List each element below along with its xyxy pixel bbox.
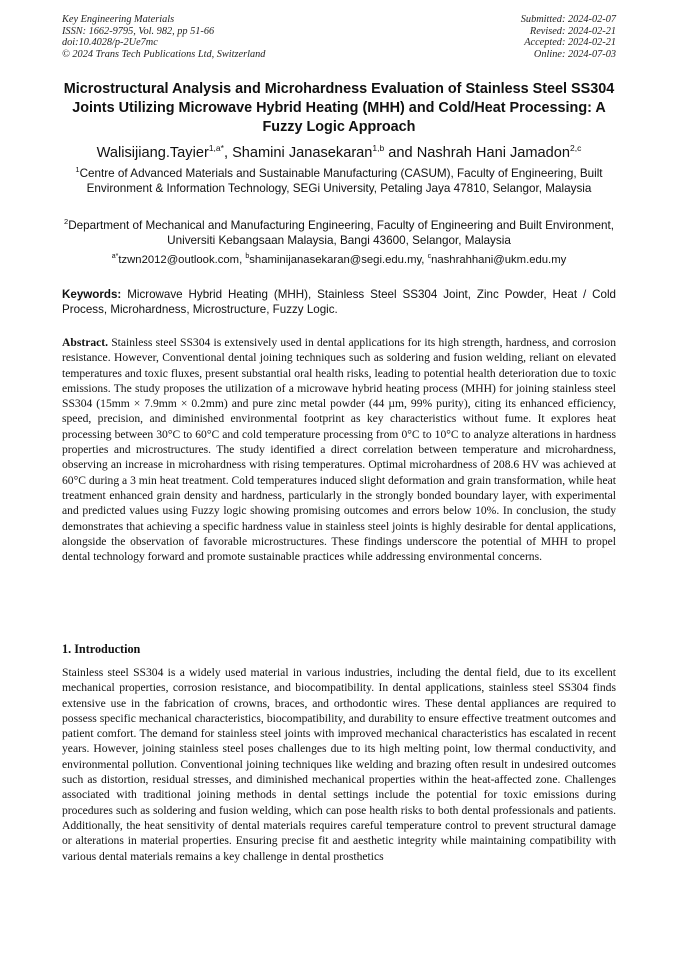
email-mark: c — [427, 253, 432, 260]
affiliation-mark: 2 — [64, 217, 69, 226]
section-heading-introduction: 1. Introduction — [62, 642, 141, 656]
paper-title: Microstructural Analysis and Microhardness Evaluation of Stainless Steel SS304 Joints Utilizing Microwave Hybrid Heating (MHH) and Cold/Heat Processing: A Fuzzy Logic Approach — [63, 81, 615, 135]
affiliation-text: Department of Mechanical and Manufacturing Engineering, Faculty of Engineering and Built Environment, Universiti Kebangsaan Malaysia, Bangi 43600, Selangor, Malaysia — [68, 219, 614, 248]
affiliation-mark: 1 — [75, 165, 80, 174]
copyright-line: © 2024 Trans Tech Publications Ltd, Switzerland — [62, 48, 266, 60]
abstract-label: Abstract. — [62, 336, 109, 349]
author-affiliation-mark: 1,b — [372, 143, 385, 153]
submitted-date: Submitted: 2024-02-07 — [520, 14, 616, 25]
author-affiliation-mark: 2,c — [570, 143, 582, 153]
author-emails — [62, 253, 616, 268]
author-name: Nashrah Hani Jamadon — [416, 145, 571, 161]
doi-line: doi:10.4028/p-2Ue7mc — [62, 37, 158, 49]
author-list — [62, 144, 616, 162]
publication-info — [62, 14, 265, 60]
author-name: Walisijiang.Tayier — [96, 145, 209, 161]
issn-line: ISSN: 1662-9795, Vol. 982, pp 51-66 — [62, 25, 215, 37]
affiliation-text: Centre of Advanced Materials and Sustainable Manufacturing (CASUM), Faculty of Engineering, Built Environment & Information Technology, SEGi University, Petaling Jaya 47810, Selangor, Malaysia — [79, 167, 603, 196]
email-mark: b — [245, 253, 250, 260]
author-name: Shamini Janasekaran — [232, 145, 373, 161]
journal-name: Key Engineering Materials — [62, 14, 175, 25]
abstract-paragraph — [62, 335, 616, 564]
affiliation-1 — [62, 166, 616, 197]
keywords-paragraph — [62, 287, 616, 318]
email-mark: a* — [111, 253, 119, 260]
affiliation-2 — [62, 218, 616, 249]
keywords-text: Microwave Hybrid Heating (MHH), Stainless Steel SS304 Joint, Zinc Powder, Heat / Cold Process, Microhardness, Microstructure, Fuzzy Logic. — [62, 288, 616, 317]
keywords-label: Keywords: — [62, 288, 122, 301]
introduction-paragraph: Stainless steel SS304 is a widely used material in various industries, including the dental field, due to its excellent mechanical properties, corrosion resistance, and biocompatibility. In dental applications, stainless steel SS304 finds extensive use in the fabrication of crowns, braces, and orthodontic wires. These dental appliances are required to possess specific mechanical characteristics, biocompatibility, and durability to ensure effective treatment outcomes and patient comfort. The demand for stainless steel joints with improved mechanical characteristics has escalated in recent years. However, joining stainless steel poses challenges due to its high melting point, low thermal conductivity, and environmental pollution. Conventional joining techniques like welding and brazing often result in undesired outcomes such as distortion, residual stresses, and diminished mechanical properties within the heat-affected zone. Challenges associated with traditional joining methods in dental settings include the potential for toxic emissions during procedures such as soldering and fusion welding, which can pose health risks to both dental professionals and patients. Additionally, the heat sensitivity of dental materials requires careful temperature control to prevent structural damage or alterations in material properties. Ensuring precise fit and aesthetic integrity while maintaining compatibility with various dental materials remains a key challenge in dental prosthetics — [62, 666, 616, 863]
email-address: tzwn2012@outlook.com, — [118, 254, 246, 266]
author-separator: , — [223, 145, 233, 161]
abstract-text: Stainless steel SS304 is extensively used in dental applications for its high strength, hardness, and corrosion resistance. However, Conventional dental joining techniques such as soldering and fusion welding, reliant on elevated temperatures and toxic fluxes, present substantial oral health risks, leading to potential health deterioration due to toxic emissions. The study proposes the utilization of a microwave hybrid heating process (MHH) for joining stainless steel SS304 (15mm × 7.9mm × 0.2mm) and pure zinc metal powder (44 µm, 99% purity), citing its enhanced efficiency, speed, precision, and diminished environmental footprint as key characteristics without fume. It explores heat processing between 30°C to 60°C and cold temperature processing from 0°C to 10°C to analyze alterations in hardness properties and microstructures. The study identified a direct correlation between temperature and microhardness, observing an increase in microhardness with rising temperatures. Optimal microhardness of 208.6 HV was achieved at 60°C during a 3 min heat treatment. Cold temperatures induced slight deformation and grain transformation, while heat treatment enhanced grain density and hardness, particularly in the strongly bonded boundary layer, with experimental and predicted values using Fuzzy logic showing promising outcomes and errors below 10%. In conclusion, the study demonstrates that achieving a specific hardness value in stainless steel joints is highly desirable for dental applications, alongside the observation of favorable microstructures. These findings underscore the potential of MHH to propel dental technology forward and promote sustainable practices while addressing environmental concerns. — [62, 336, 616, 564]
online-date: Online: 2024-07-03 — [533, 48, 616, 60]
email-address: shaminijanasekaran@segi.edu.my, — [249, 254, 428, 266]
email-address: nashrahhani@ukm.edu.my — [431, 254, 567, 266]
author-separator: and — [384, 145, 417, 161]
revised-date: Revised: 2024-02-21 — [529, 25, 616, 37]
author-affiliation-mark: 1,a* — [208, 143, 224, 153]
accepted-date: Accepted: 2024-02-21 — [524, 37, 616, 49]
publication-dates — [521, 14, 616, 60]
